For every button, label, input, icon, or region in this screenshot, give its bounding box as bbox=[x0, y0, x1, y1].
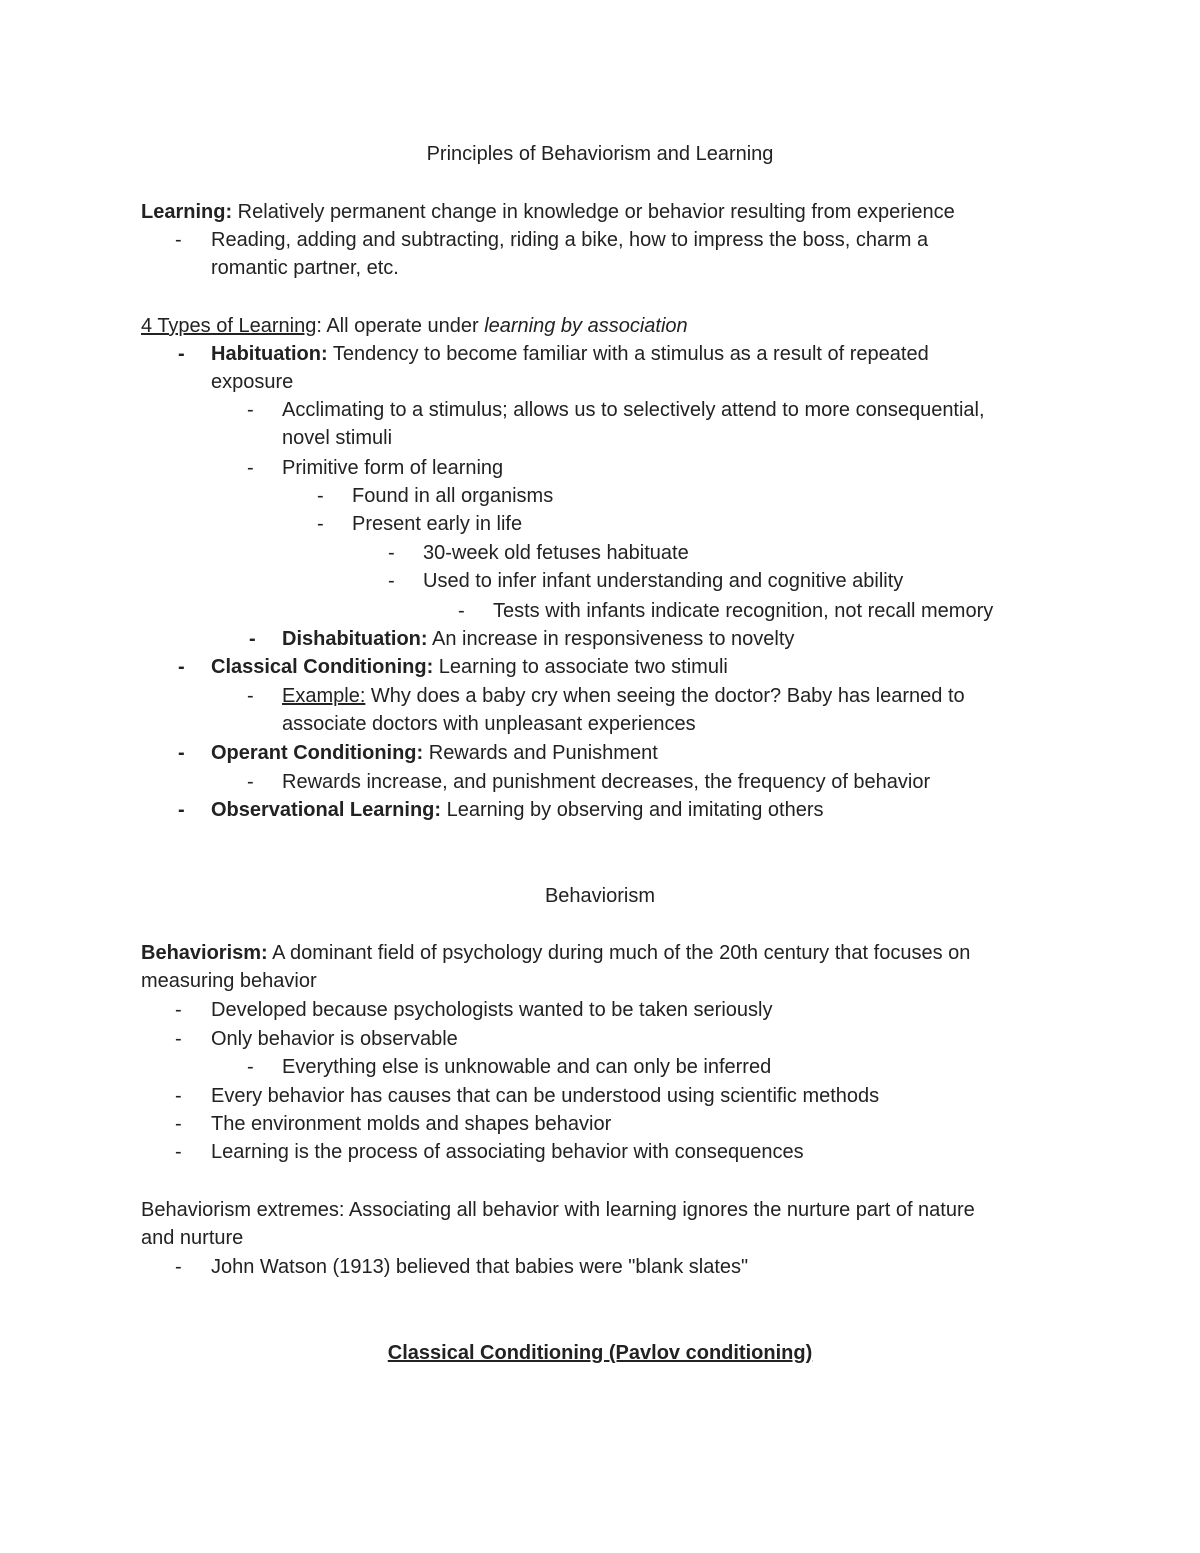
behaviorism-def-line1: A dominant field of psychology during much of the 20th century that focuses on bbox=[267, 942, 971, 964]
habituation-sub2a: Found in all organisms bbox=[352, 485, 554, 507]
bullet-dash: - bbox=[175, 1256, 182, 1278]
habituation-term: Habituation: bbox=[211, 343, 328, 365]
habituation-def-line1: Tendency to become familiar with a stimulus as a result of repeated bbox=[327, 343, 929, 365]
page-title-text: Principles of Behaviorism and Learning bbox=[426, 143, 774, 165]
watson-bullet: John Watson (1913) believed that babies were "blank slates" bbox=[211, 1256, 749, 1278]
behaviorism-bullet-5: Learning is the process of associating behavior with consequences bbox=[211, 1141, 804, 1163]
behaviorism-def-line2: measuring behavior bbox=[141, 970, 317, 992]
classical-example-label: Example: bbox=[282, 685, 366, 707]
operant-sub1: Rewards increase, and punishment decreases, the frequency of behavior bbox=[282, 771, 931, 793]
dishabituation-term: Dishabituation: bbox=[282, 628, 428, 650]
classical-example-line1: Why does a baby cry when seeing the doctor? Baby has learned to bbox=[365, 685, 965, 707]
classical-definition: Learning to associate two stimuli bbox=[433, 656, 728, 678]
operant-term: Operant Conditioning: bbox=[211, 742, 424, 764]
behaviorism-extremes-line1: Behaviorism extremes: Associating all behavior with learning ignores the nurture part of nature bbox=[141, 1199, 975, 1221]
types-heading-rest: : All operate under bbox=[316, 315, 485, 337]
habituation-sub2b2a: Tests with infants indicate recognition, not recall memory bbox=[493, 600, 994, 622]
habituation-sub2b2: Used to infer infant understanding and cognitive ability bbox=[423, 570, 904, 592]
section-title-behaviorism bbox=[0, 882, 1200, 910]
bullet-dash: - bbox=[178, 656, 185, 678]
bullet-dash: - bbox=[317, 485, 324, 507]
bullet-dash: - bbox=[175, 1085, 182, 1107]
habituation-sub2b: Present early in life bbox=[352, 513, 523, 535]
operant-definition: Rewards and Punishment bbox=[423, 742, 658, 764]
bullet-dash: - bbox=[175, 229, 182, 251]
bullet-dash: - bbox=[249, 628, 256, 650]
behaviorism-bullet-1: Developed because psychologists wanted to be taken seriously bbox=[211, 999, 773, 1021]
dishabituation-definition: An increase in responsiveness to novelty bbox=[427, 628, 795, 650]
section-title-classical-text: Classical Conditioning (Pavlov conditioning) bbox=[387, 1342, 813, 1364]
bullet-dash: - bbox=[247, 1056, 254, 1078]
observational-term: Observational Learning: bbox=[211, 799, 442, 821]
bullet-dash: - bbox=[175, 1028, 182, 1050]
bullet-dash: - bbox=[317, 513, 324, 535]
behaviorism-definition bbox=[141, 939, 1200, 967]
bullet-dash: - bbox=[178, 799, 185, 821]
bullet-dash: - bbox=[388, 542, 395, 564]
behaviorism-extremes-line2: and nurture bbox=[141, 1227, 244, 1249]
classical-term: Classical Conditioning: bbox=[211, 656, 434, 678]
bullet-dash: - bbox=[247, 457, 254, 479]
learning-definition bbox=[141, 198, 1200, 226]
bullet-dash: - bbox=[388, 570, 395, 592]
bullet-dash: - bbox=[247, 685, 254, 707]
behaviorism-bullet-2: Only behavior is observable bbox=[211, 1028, 458, 1050]
bullet-dash: - bbox=[178, 343, 185, 365]
observational-definition: Learning by observing and imitating others bbox=[441, 799, 824, 821]
learning-definition-text: Relatively permanent change in knowledge or behavior resulting from experience bbox=[232, 201, 955, 223]
behaviorism-bullet-4: The environment molds and shapes behavior bbox=[211, 1113, 612, 1135]
bullet-dash: - bbox=[247, 771, 254, 793]
behaviorism-bullet-2a: Everything else is unknowable and can only be inferred bbox=[282, 1056, 772, 1078]
bullet-dash: - bbox=[175, 1113, 182, 1135]
page-title bbox=[0, 140, 1200, 168]
learning-term: Learning: bbox=[141, 201, 233, 223]
learning-example-line2: romantic partner, etc. bbox=[211, 257, 399, 279]
behaviorism-bullet-3: Every behavior has causes that can be understood using scientific methods bbox=[211, 1085, 880, 1107]
types-heading bbox=[141, 312, 1200, 340]
learning-example-line1: Reading, adding and subtracting, riding a bike, how to impress the boss, charm a bbox=[211, 229, 929, 251]
types-heading-emphasis: learning by association bbox=[484, 315, 688, 337]
section-title-text: Behaviorism bbox=[544, 885, 656, 907]
habituation-sub1-line2: novel stimuli bbox=[282, 427, 393, 449]
types-heading-label: 4 Types of Learning bbox=[141, 315, 317, 337]
habituation-sub1-line1: Acclimating to a stimulus; allows us to selectively attend to more consequential, bbox=[282, 399, 985, 421]
behaviorism-term: Behaviorism: bbox=[141, 942, 268, 964]
bullet-dash: - bbox=[175, 999, 182, 1021]
habituation-sub2b1: 30-week old fetuses habituate bbox=[423, 542, 689, 564]
bullet-dash: - bbox=[178, 742, 185, 764]
section-title-classical bbox=[0, 1339, 1200, 1367]
bullet-dash: - bbox=[458, 600, 465, 622]
bullet-dash: - bbox=[247, 399, 254, 421]
habituation-sub2: Primitive form of learning bbox=[282, 457, 504, 479]
habituation-def-line2: exposure bbox=[211, 371, 294, 393]
bullet-dash: - bbox=[175, 1141, 182, 1163]
classical-example-line2: associate doctors with unpleasant experiences bbox=[282, 713, 696, 735]
